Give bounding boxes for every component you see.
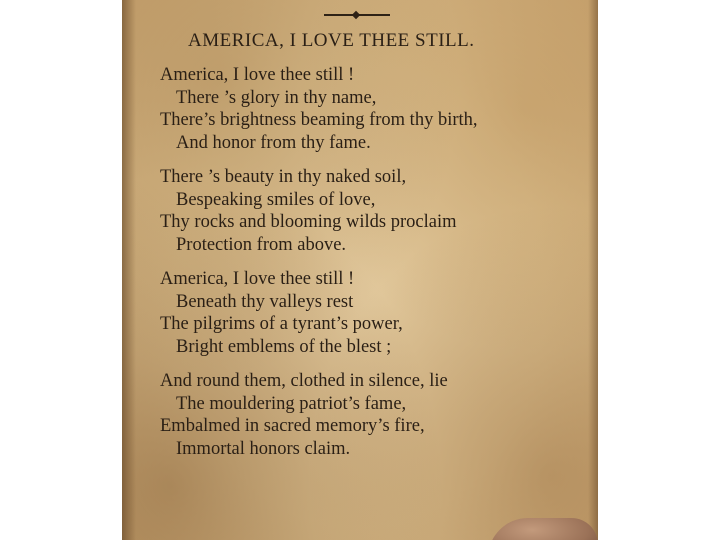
poem-line: Bespeaking smiles of love,: [176, 189, 376, 210]
poem-line: There ’s glory in thy name,: [176, 87, 377, 108]
header-ornament-rule: [324, 12, 390, 18]
stanza-1: [160, 64, 590, 154]
poem: [160, 30, 590, 472]
poem-line: There ’s beauty in thy naked soil,: [160, 167, 407, 187]
page-gutter-shadow: [122, 0, 136, 540]
stanza-3: [160, 268, 590, 358]
poem-line: Bright emblems of the blest ;: [176, 336, 392, 357]
poem-line: Immortal honors claim.: [176, 438, 351, 459]
poem-line: Embalmed in sacred memory’s fire,: [160, 416, 425, 436]
poem-title: AMERICA, I LOVE THEE STILL.: [188, 30, 475, 51]
stanza-2: [160, 166, 590, 256]
poem-line: The mouldering patriot’s fame,: [176, 393, 407, 414]
book-page: [122, 0, 598, 540]
ornament-diamond-icon: [352, 11, 360, 19]
poem-line: And honor from thy fame.: [176, 132, 371, 153]
poem-line: Thy rocks and blooming wilds proclaim: [160, 212, 457, 232]
poem-line: And round them, clothed in silence, lie: [160, 371, 448, 391]
poem-line: America, I love thee still !: [160, 269, 355, 289]
stanza-4: [160, 370, 590, 460]
thumb-holding-page: [488, 518, 598, 540]
poem-line: America, I love thee still !: [160, 65, 355, 85]
poem-line: Protection from above.: [176, 234, 347, 255]
poem-line: There’s brightness beaming from thy birth,: [160, 110, 478, 130]
poem-line: The pilgrims of a tyrant’s power,: [160, 314, 403, 334]
poem-line: Beneath thy valleys rest: [176, 291, 354, 312]
